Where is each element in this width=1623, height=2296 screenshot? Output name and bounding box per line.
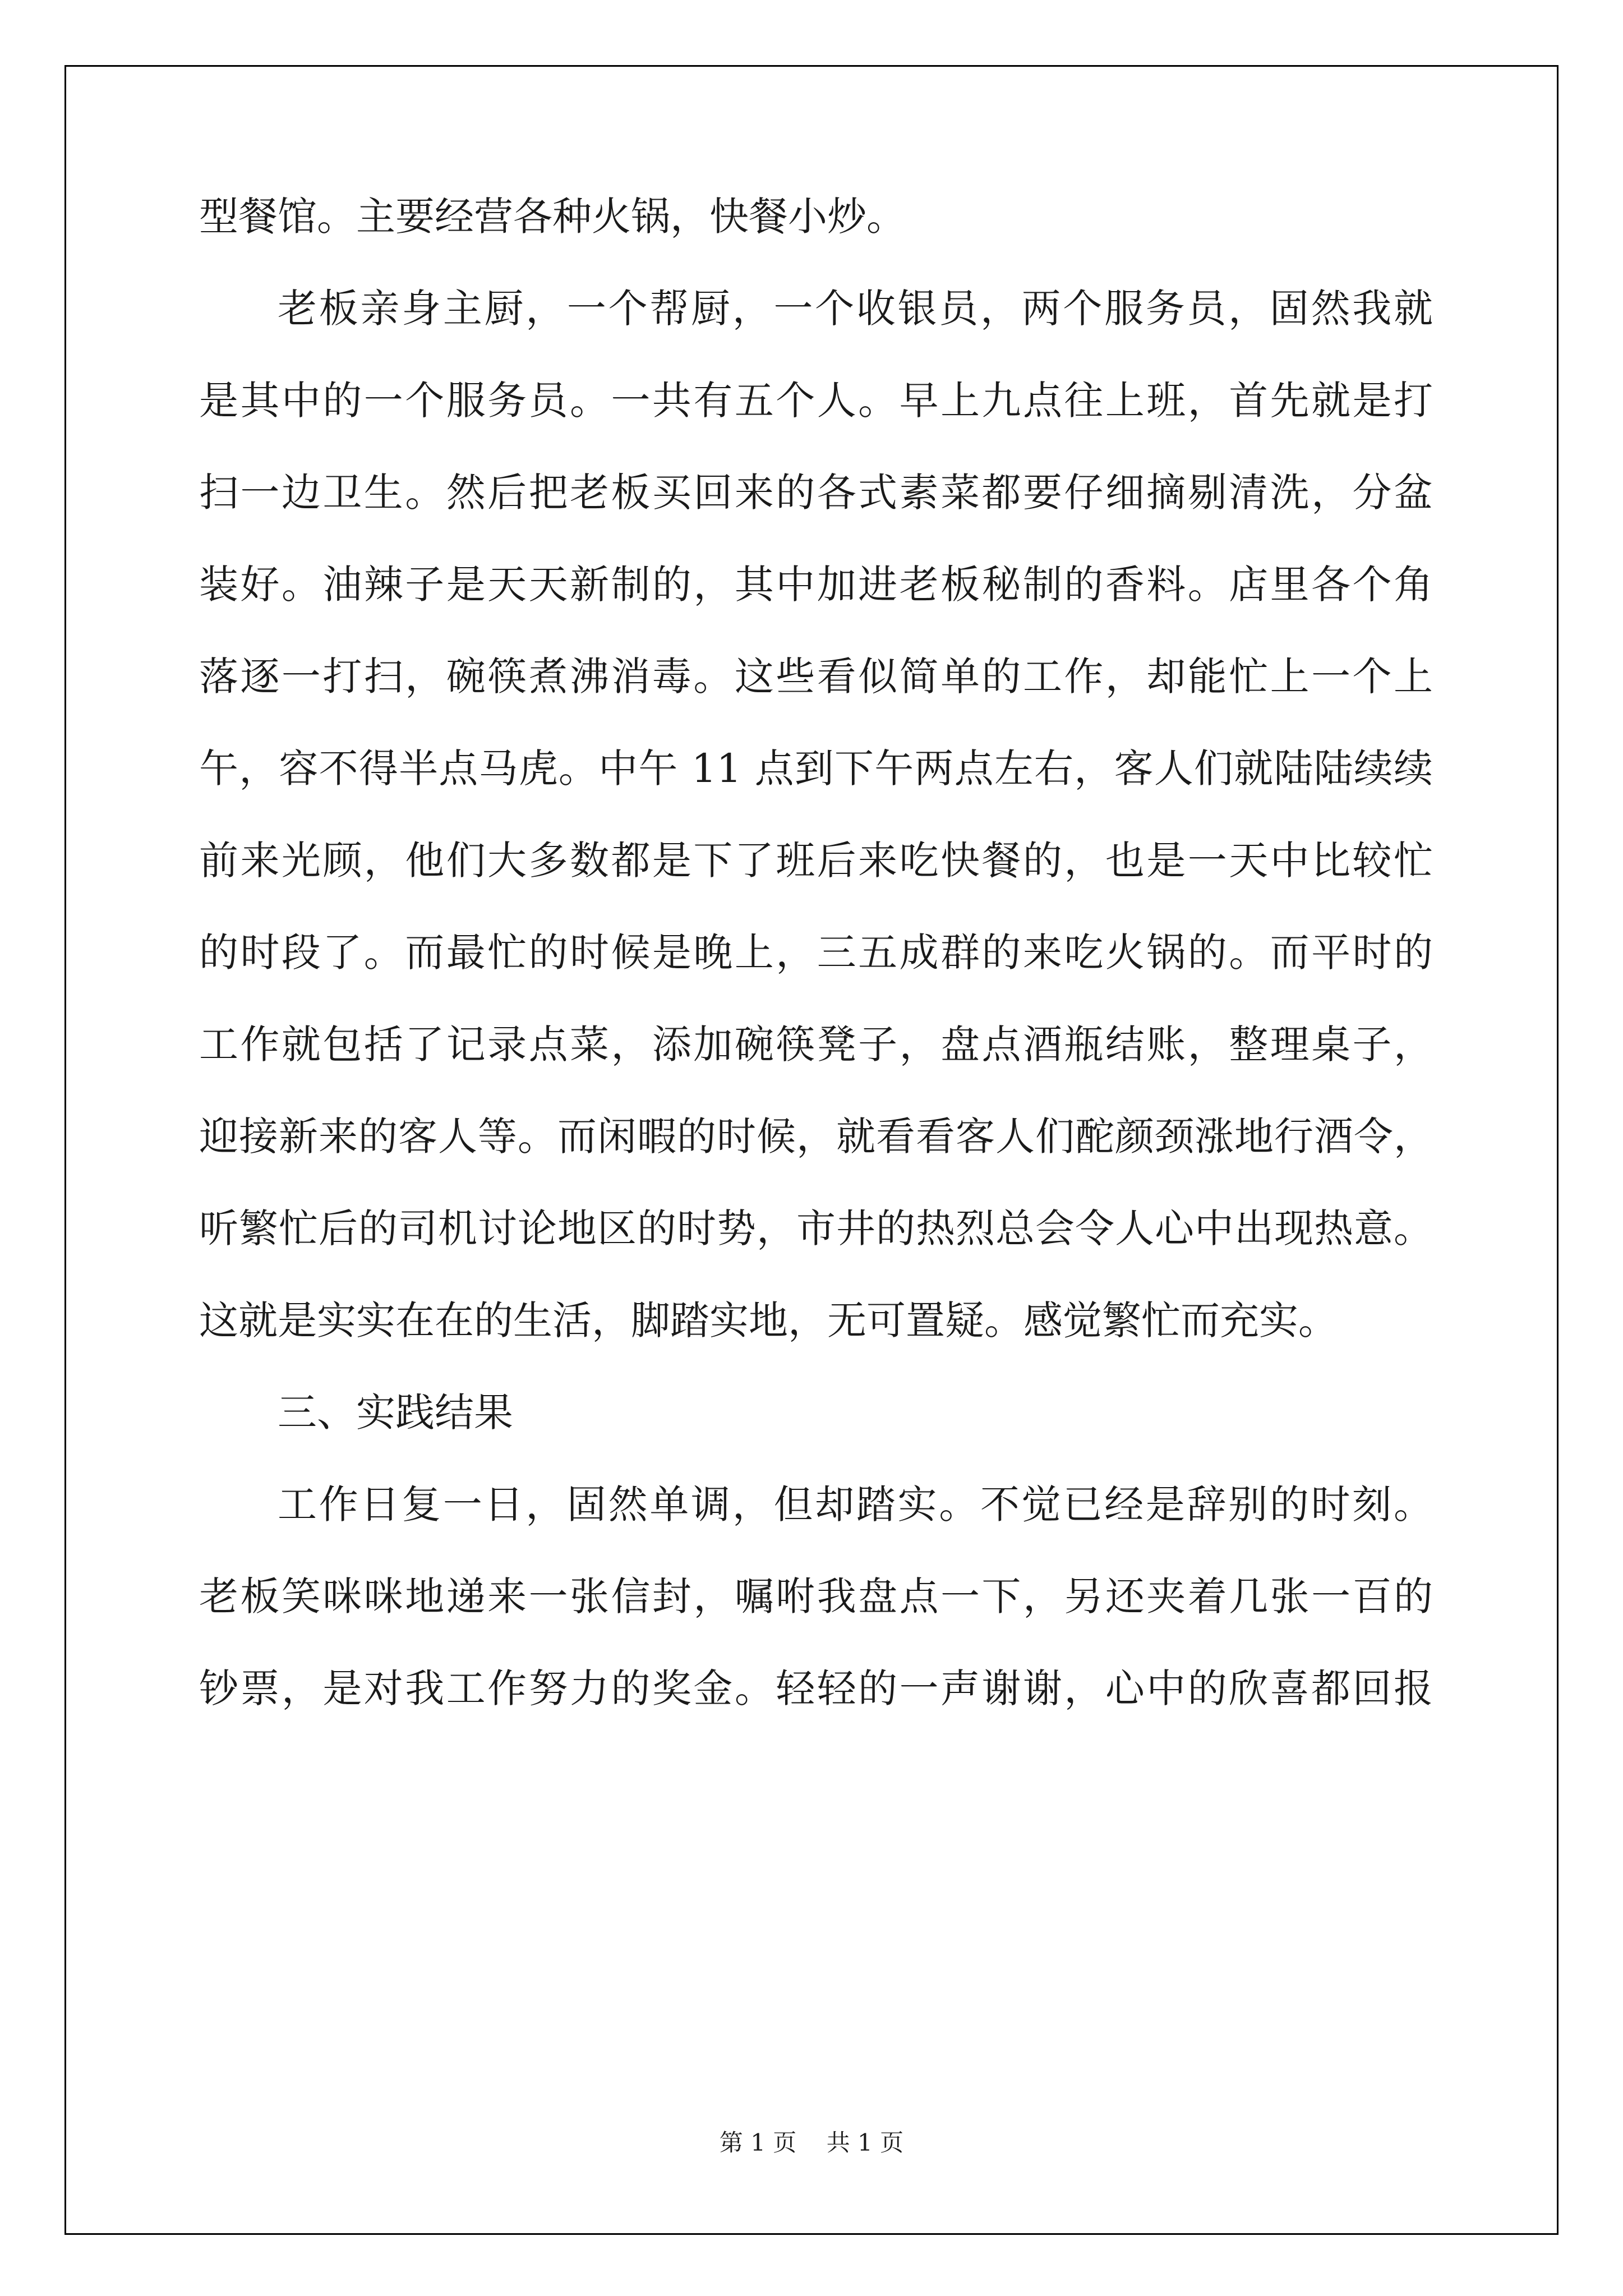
text-line: 型餐馆。主要经营各种火锅，快餐小炒。 (199, 194, 906, 240)
text-line: 迎接新来的客人等。而闲暇的时候，就看看客人们酡颜颈涨地行酒令， (199, 1114, 1433, 1159)
text-line: 的时段了。而最忙的时候是晚上，三五成群的来吃火锅的。而平时的 (199, 930, 1433, 976)
text-line: 午，容不得半点马虎。中午 11 点到下午两点左右，客人们就陆陆续续 (199, 746, 1433, 792)
text-line: 老板亲身主厨，一个帮厨，一个收银员，两个服务员，固然我就 (278, 286, 1433, 332)
page-footer: 第 1 页 共 1 页 (719, 2129, 904, 2156)
text-line: 装好。油辣子是天天新制的，其中加进老板秘制的香料。店里各个角 (199, 562, 1433, 608)
text-line: 落逐一打扫，碗筷煮沸消毒。这些看似简单的工作，却能忙上一个上 (199, 654, 1433, 700)
text-line: 工作日复一日，固然单调，但却踏实。不觉已经是辞别的时刻。 (278, 1481, 1433, 1527)
text-line: 前来光顾，他们大多数都是下了班后来吃快餐的，也是一天中比较忙 (199, 838, 1433, 884)
text-line: 是其中的一个服务员。一共有五个人。早上九点往上班，首先就是打 (199, 378, 1433, 424)
text-line: 老板笑咪咪地递来一张信封，嘱咐我盘点一下，另还夹着几张一百的 (199, 1573, 1433, 1619)
text-line: 工作就包括了记录点菜，添加碗筷凳子，盘点酒瓶结账，整理桌子， (199, 1022, 1433, 1068)
text-line: 钞票，是对我工作努力的奖金。轻轻的一声谢谢，心中的欣喜都回报 (199, 1665, 1433, 1711)
text-line: 这就是实实在在的生活，脚踏实地，无可置疑。感觉繁忙而充实。 (199, 1297, 1338, 1343)
text-line: 听繁忙后的司机讨论地区的时势，市井的热烈总会令人心中出现热意。 (199, 1205, 1433, 1251)
section-heading: 三、实践结果 (278, 1389, 513, 1435)
document-body (199, 193, 1433, 1757)
text-line: 扫一边卫生。然后把老板买回来的各式素菜都要仔细摘剔清洗，分盆 (199, 470, 1433, 516)
